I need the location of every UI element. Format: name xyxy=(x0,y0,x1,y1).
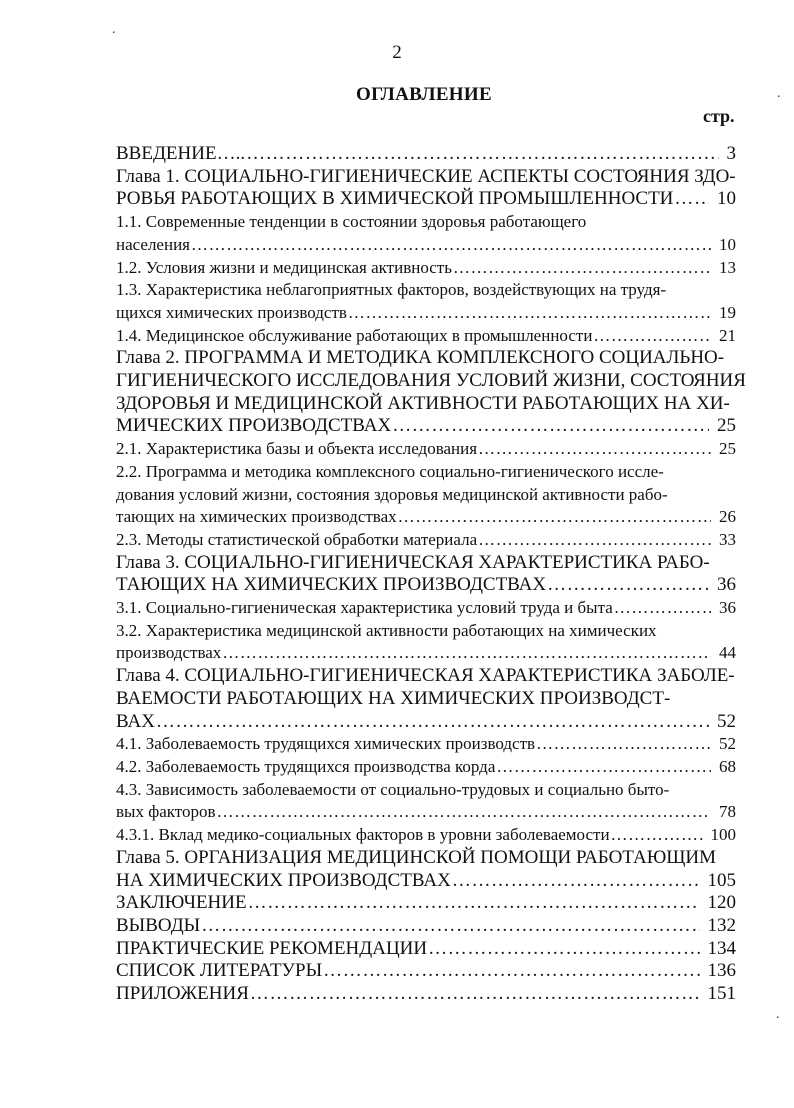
toc-entry-page: 120 xyxy=(707,892,736,914)
toc-entry xyxy=(116,665,736,688)
toc-entry-text: 1.2. Условия жизни и медицинская активность xyxy=(116,257,452,277)
toc-entry-text: Глава 1. СОЦИАЛЬНО-ГИГИЕНИЧЕСКИЕ АСПЕКТЫ СОСТОЯНИЯ ЗДО- xyxy=(116,165,736,187)
toc-entry-page: 26 xyxy=(719,507,736,527)
toc-entry-text: ПРИЛОЖЕНИЯ xyxy=(116,983,249,1005)
toc-entry xyxy=(116,824,736,847)
page-number: 2 xyxy=(392,42,402,63)
toc-entry-text: Глава 5. ОРГАНИЗАЦИЯ МЕДИЦИНСКОЙ ПОМОЩИ РАБОТАЮЩИМ xyxy=(116,846,717,868)
scan-speck: . xyxy=(777,86,781,101)
table-of-contents xyxy=(116,143,746,1006)
toc-entry-page: 36 xyxy=(717,574,736,596)
toc-entry xyxy=(116,642,736,665)
toc-entry-text: 1.3. Характеристика неблагоприятных факторов, воздействующих на трудя- xyxy=(116,280,667,300)
toc-entry xyxy=(116,960,736,983)
toc-leader-dots xyxy=(614,597,711,620)
toc-entry xyxy=(116,484,736,507)
toc-entry-text: вых факторов xyxy=(116,802,216,822)
toc-leader-dots xyxy=(222,642,711,665)
toc-leader-dots xyxy=(246,143,718,166)
toc-entry xyxy=(116,847,736,870)
scan-speck: . xyxy=(776,1007,780,1022)
toc-entry-text: ПРАКТИЧЕСКИЕ РЕКОМЕНДАЦИИ xyxy=(116,937,428,959)
toc-leader-dots xyxy=(547,574,709,597)
toc-entry-text: ЗАКЛЮЧЕНИЕ xyxy=(116,892,247,914)
toc-entry-page: 44 xyxy=(719,643,736,663)
toc-entry xyxy=(116,574,736,597)
toc-entry xyxy=(116,302,736,325)
toc-entry-page: 78 xyxy=(719,802,736,822)
toc-entry-text: ТАЮЩИХ НА ХИМИЧЕСКИХ ПРОИЗВОДСТВАХ xyxy=(116,574,547,596)
toc-leader-dots xyxy=(323,960,699,983)
toc-entry xyxy=(116,234,736,257)
toc-entry-text: 2.1. Характеристика базы и объекта исследования xyxy=(116,439,478,459)
toc-entry-text: РОВЬЯ РАБОТАЮЩИХ В ХИМИЧЕСКОЙ ПРОМЫШЛЕННОСТИ xyxy=(116,188,674,210)
page-column-label: стр. xyxy=(703,106,735,126)
toc-entry-page: 134 xyxy=(707,937,736,959)
toc-entry-page: 25 xyxy=(719,439,736,459)
toc-entry-page: 36 xyxy=(719,598,736,618)
toc-entry-page: 136 xyxy=(707,960,736,982)
toc-entry-text: 3.1. Социально-гигиеническая характеристика условий труда и быта xyxy=(116,598,613,618)
toc-entry xyxy=(116,415,736,438)
toc-entry-text: 4.2. Заболеваемость трудящихся производства корда xyxy=(116,756,496,776)
toc-entry-text: ЗДОРОВЬЯ И МЕДИЦИНСКОЙ АКТИВНОСТИ РАБОТАЮЩИХ НА ХИ- xyxy=(116,392,730,414)
toc-leader-dots xyxy=(250,983,700,1006)
toc-entry xyxy=(116,915,736,938)
toc-entry-text: тающих на химических производствах xyxy=(116,507,397,527)
toc-leader-dots xyxy=(156,711,709,734)
toc-entry-text: 1.4. Медицинское обслуживание работающих в промышленности xyxy=(116,325,593,345)
toc-entry-text: 4.3.1. Вклад медико-социальных факторов в уровни заболеваемости xyxy=(116,825,610,845)
toc-entry xyxy=(116,461,736,484)
toc-leader-dots xyxy=(428,938,699,961)
toc-entry xyxy=(116,529,736,552)
toc-entry-text: 3.2. Характеристика медицинской активности работающих на химических xyxy=(116,620,657,640)
toc-entry-text: щихся химических производств xyxy=(116,302,347,322)
toc-entry-text: производствах xyxy=(116,643,222,663)
toc-leader-dots xyxy=(452,870,700,893)
toc-leader-dots xyxy=(217,801,711,824)
scan-speck: . xyxy=(112,22,116,37)
toc-entry xyxy=(116,166,736,189)
toc-entry xyxy=(116,892,736,915)
toc-leader-dots xyxy=(201,915,699,938)
toc-leader-dots xyxy=(536,733,711,756)
toc-entry-text: 2.3. Методы статистической обработки материала xyxy=(116,529,478,549)
toc-entry-page: 13 xyxy=(719,257,736,277)
toc-leader-dots xyxy=(496,756,711,779)
toc-entry-page: 132 xyxy=(707,914,736,936)
toc-entry xyxy=(116,733,736,756)
toc-entry xyxy=(116,188,736,211)
toc-entry-text: дования условий жизни, состояния здоровья медицинской активности рабо- xyxy=(116,484,668,504)
toc-entry xyxy=(116,620,736,643)
toc-entry-text: ВВЕДЕНИЕ….. xyxy=(116,143,246,164)
toc-entry-text: МИЧЕСКИХ ПРОИЗВОДСТВАХ xyxy=(116,415,392,437)
toc-entry xyxy=(116,370,746,393)
toc-entry xyxy=(116,711,736,734)
toc-entry-text: Глава 3. СОЦИАЛЬНО-ГИГИЕНИЧЕСКАЯ ХАРАКТЕРИСТИКА РАБО- xyxy=(116,551,710,573)
toc-entry xyxy=(116,325,736,348)
toc-entry-text: 2.2. Программа и методика комплексного социально-гигиенического иссле- xyxy=(116,461,664,481)
toc-entry xyxy=(116,756,736,779)
toc-leader-dots xyxy=(248,892,700,915)
toc-entry-text: 4.3. Зависимость заболеваемости от социально-трудовых и социально быто- xyxy=(116,779,670,799)
toc-entry-page: 3 xyxy=(726,143,736,164)
toc-entry xyxy=(116,211,736,234)
toc-leader-dots xyxy=(478,529,711,552)
toc-entry-page: 19 xyxy=(719,302,736,322)
toc-entry xyxy=(116,597,736,620)
toc-leader-dots xyxy=(674,188,709,211)
toc-leader-dots xyxy=(191,234,711,257)
toc-entry-text: ВАХ xyxy=(116,710,155,732)
toc-entry-text: 4.1. Заболеваемость трудящихся химических производств xyxy=(116,734,536,754)
toc-entry-page: 151 xyxy=(707,983,736,1005)
toc-entry xyxy=(116,506,736,529)
toc-leader-dots xyxy=(611,824,703,847)
toc-entry xyxy=(116,393,736,416)
toc-entry-text: СПИСОК ЛИТЕРАТУРЫ xyxy=(116,960,323,982)
toc-entry-text: Глава 4. СОЦИАЛЬНО-ГИГИЕНИЧЕСКАЯ ХАРАКТЕРИСТИКА ЗАБОЛЕ- xyxy=(116,665,735,687)
toc-leader-dots xyxy=(453,257,711,280)
toc-entry xyxy=(116,257,736,280)
toc-entry-text: ВАЕМОСТИ РАБОТАЮЩИХ НА ХИМИЧЕСКИХ ПРОИЗВОДСТ- xyxy=(116,687,671,709)
toc-leader-dots xyxy=(348,302,711,325)
page-title: ОГЛАВЛЕНИЕ xyxy=(356,84,492,105)
toc-entry-text: ГИГИЕНИЧЕСКОГО ИССЛЕДОВАНИЯ УСЛОВИЙ ЖИЗНИ, СОСТОЯНИЯ xyxy=(116,370,746,392)
toc-entry xyxy=(116,779,736,802)
toc-entry-page: 10 xyxy=(719,234,736,254)
toc-entry-page: 68 xyxy=(719,756,736,776)
toc-entry xyxy=(116,688,736,711)
toc-entry xyxy=(116,438,736,461)
toc-leader-dots xyxy=(392,415,709,438)
toc-entry xyxy=(116,143,736,166)
toc-entry xyxy=(116,552,736,575)
toc-leader-dots xyxy=(398,506,711,529)
toc-entry xyxy=(116,983,736,1006)
toc-entry-text: ВЫВОДЫ xyxy=(116,914,201,936)
toc-entry-page: 105 xyxy=(707,869,736,891)
toc-entry-page: 52 xyxy=(717,710,736,732)
toc-entry-page: 33 xyxy=(719,529,736,549)
toc-entry-page: 100 xyxy=(710,825,736,845)
toc-entry-text: НА ХИМИЧЕСКИХ ПРОИЗВОДСТВАХ xyxy=(116,869,451,891)
toc-entry-page: 52 xyxy=(719,734,736,754)
toc-entry xyxy=(116,347,736,370)
toc-entry xyxy=(116,801,736,824)
toc-entry-page: 25 xyxy=(717,415,736,437)
toc-leader-dots xyxy=(478,438,711,461)
toc-entry xyxy=(116,870,736,893)
toc-entry-text: Глава 2. ПРОГРАММА И МЕТОДИКА КОМПЛЕКСНОГО СОЦИАЛЬНО- xyxy=(116,347,725,369)
toc-entry-page: 10 xyxy=(717,188,736,210)
toc-entry-text: 1.1. Современные тенденции в состоянии здоровья работающего xyxy=(116,212,587,232)
toc-leader-dots xyxy=(593,325,711,348)
toc-entry-text: населения xyxy=(116,234,190,254)
toc-entry xyxy=(116,279,736,302)
toc-entry-page: 21 xyxy=(719,325,736,345)
toc-entry xyxy=(116,938,736,961)
